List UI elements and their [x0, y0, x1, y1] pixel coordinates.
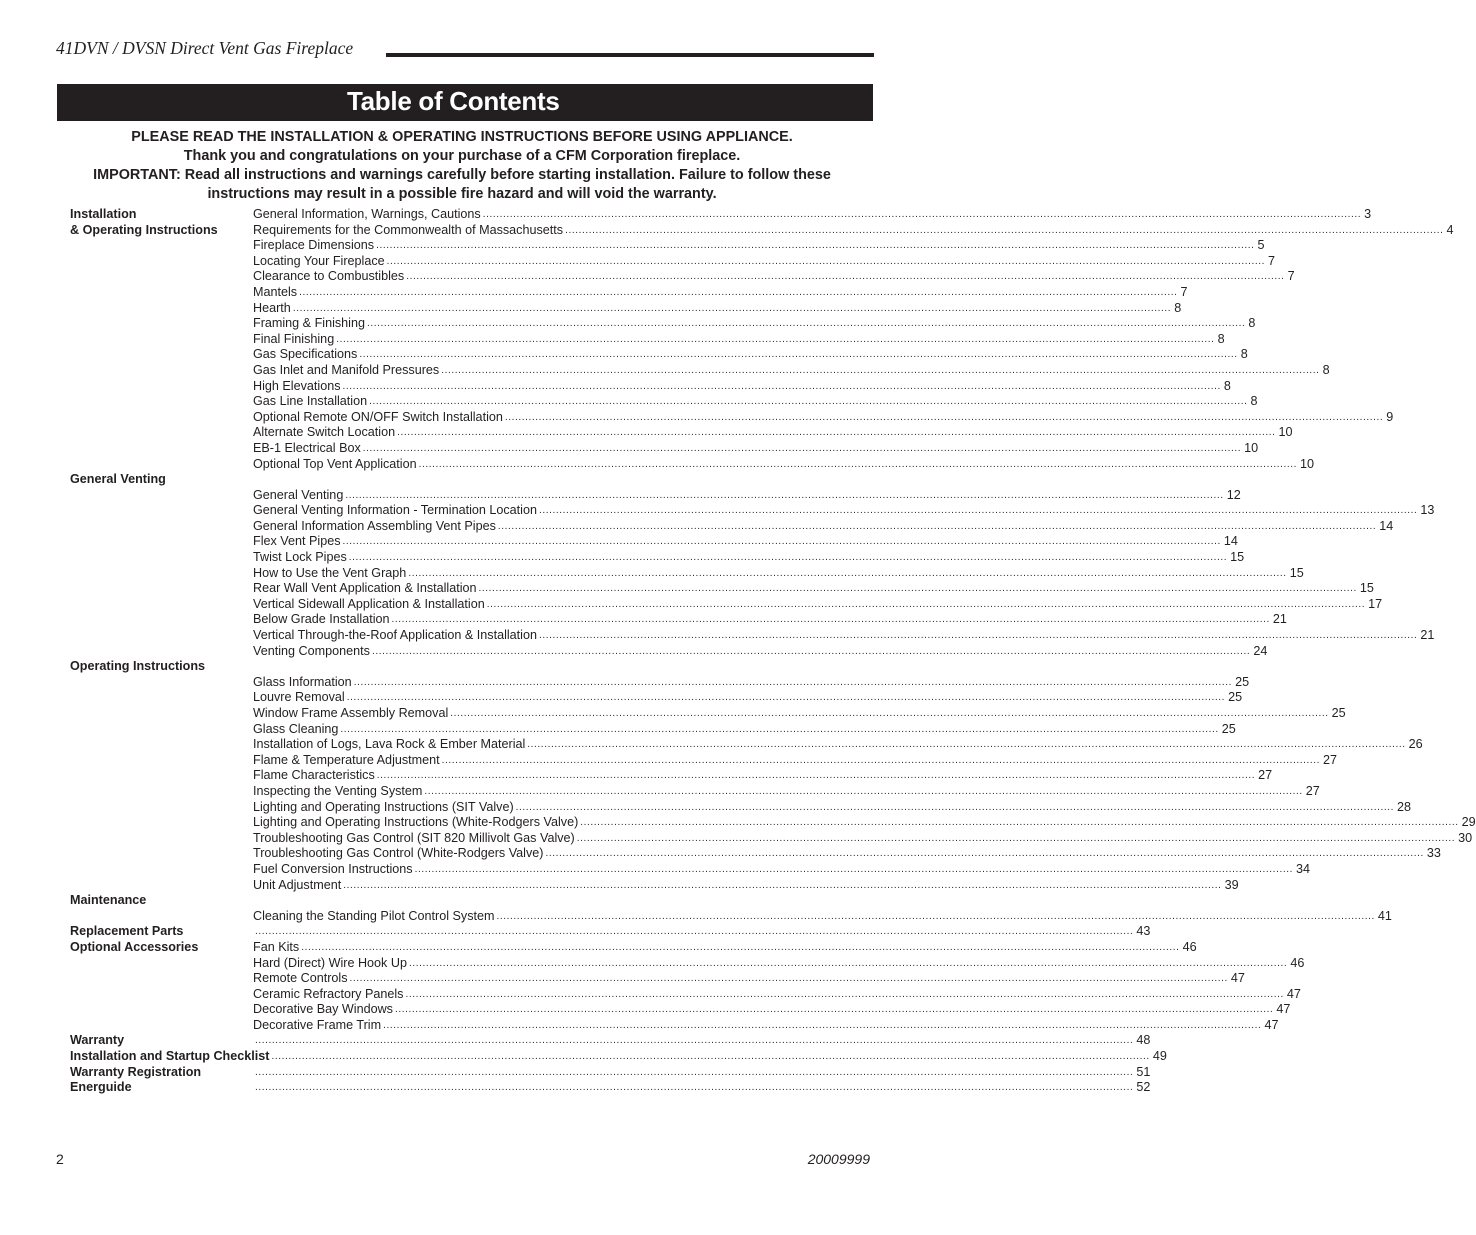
toc-section-label: Warranty	[70, 1033, 125, 1048]
toc-page-number: 8	[1250, 394, 1258, 409]
title-banner	[57, 84, 873, 121]
toc-entry-title: Unit Adjustment	[253, 877, 342, 892]
toc-page-number: 10	[1299, 456, 1314, 471]
toc-page-number: 8	[1322, 362, 1330, 377]
toc-entry[interactable]	[253, 971, 1245, 987]
toc-entry[interactable]	[253, 783, 1320, 800]
toc-entry[interactable]	[253, 986, 1301, 1003]
toc-row	[0, 1033, 1151, 1049]
dot-leader: ....................................................................................................................................................................................................................................................................	[405, 988, 1284, 1000]
toc-row	[0, 908, 1392, 925]
toc-row	[0, 628, 1435, 644]
header-title: 41DVN / DVSN Direct Vent Gas Fireplace	[56, 38, 354, 58]
dot-leader: ....................................................................................................................................................................................................................................................................	[255, 926, 1134, 938]
toc-entry[interactable]	[253, 737, 1423, 753]
dot-leader: ....................................................................................................................................................................................................................................................................	[343, 879, 1222, 891]
toc-entry-title: Lighting and Operating Instructions (White-Rodgers Valve)	[253, 815, 579, 830]
toc-entry[interactable]	[253, 300, 1182, 317]
toc-entry[interactable]	[253, 534, 1238, 550]
toc-entry-title: Installation and Startup Checklist	[70, 1049, 270, 1064]
toc-row	[0, 1002, 1291, 1018]
toc-entry[interactable]	[253, 643, 1268, 660]
toc-entry[interactable]	[253, 238, 1265, 254]
toc-entry[interactable]	[253, 612, 1287, 628]
dot-leader: ....................................................................................................................................................................................................................................................................	[539, 630, 1418, 642]
toc-entry[interactable]	[253, 316, 1256, 332]
toc-row	[0, 518, 1394, 535]
dot-leader: ....................................................................................................................................................................................................................................................................	[336, 333, 1215, 345]
dot-leader: ....................................................................................................................................................................................................................................................................	[342, 380, 1221, 392]
dot-leader: ....................................................................................................................................................................................................................................................................	[359, 349, 1238, 361]
toc-page-number: 14	[1223, 534, 1238, 549]
toc-section-label: Optional Accessories	[70, 939, 199, 954]
toc-page-number: 7	[1268, 253, 1276, 268]
toc-entry-title: Flame & Temperature Adjustment	[253, 752, 440, 767]
dot-leader: ....................................................................................................................................................................................................................................................................	[340, 723, 1219, 735]
toc-page-number: 47	[1230, 971, 1245, 986]
toc-entry-title: Louvre Removal	[253, 690, 345, 705]
toc-row	[0, 971, 1245, 987]
toc-row	[0, 425, 1293, 441]
toc-entry[interactable]	[253, 877, 1239, 894]
toc-row	[0, 939, 1197, 956]
toc-row	[0, 207, 1372, 223]
toc-entry-title: Alternate Switch Location	[253, 425, 396, 440]
dot-leader: ....................................................................................................................................................................................................................................................................	[527, 739, 1406, 751]
toc-section-label: Energuide	[70, 1080, 132, 1095]
toc-entry[interactable]	[253, 628, 1435, 644]
toc-row	[0, 596, 1383, 613]
toc-entry[interactable]	[253, 269, 1295, 285]
toc-page-number: 7	[1287, 269, 1295, 284]
toc-row	[0, 986, 1301, 1003]
dot-leader: ....................................................................................................................................................................................................................................................................	[496, 910, 1375, 922]
dot-leader: ....................................................................................................................................................................................................................................................................	[497, 520, 1377, 532]
toc-row	[0, 331, 1225, 348]
toc-entry[interactable]	[253, 674, 1250, 691]
dot-leader: ....................................................................................................................................................................................................................................................................	[255, 1035, 1134, 1047]
toc-section-label: General Venting	[70, 472, 166, 487]
table-of-contents	[0, 207, 1476, 1096]
toc-entry[interactable]	[253, 565, 1304, 582]
toc-page-number: 26	[1408, 737, 1423, 752]
toc-entry[interactable]	[253, 331, 1225, 348]
toc-page-number: 47	[1286, 986, 1301, 1001]
dot-leader: ....................................................................................................................................................................................................................................................................	[349, 973, 1228, 985]
toc-entry[interactable]	[253, 1002, 1291, 1018]
toc-entry-title: Clearance to Combustibles	[253, 269, 405, 284]
dot-leader: ....................................................................................................................................................................................................................................................................	[414, 863, 1293, 875]
toc-page-number: 8	[1217, 331, 1225, 346]
toc-entry-title: Below Grade Installation	[253, 612, 390, 627]
toc-entry-title: Inspecting the Venting System	[253, 783, 423, 798]
toc-page-number: 25	[1221, 721, 1236, 736]
toc-page-number: 30	[1458, 830, 1473, 845]
toc-entry-title: Hearth	[253, 300, 291, 315]
toc-entry-title: Final Finishing	[253, 331, 335, 346]
dot-leader: ....................................................................................................................................................................................................................................................................	[271, 1051, 1150, 1063]
toc-row	[0, 861, 1310, 878]
toc-entry[interactable]	[253, 456, 1314, 473]
toc-page-number: 27	[1258, 768, 1273, 783]
toc-row	[0, 394, 1258, 410]
toc-page-number: 25	[1235, 674, 1250, 689]
toc-row	[0, 783, 1320, 800]
toc-section-label: Maintenance	[70, 893, 147, 908]
toc-entry[interactable]	[253, 487, 1241, 504]
toc-row	[0, 347, 1248, 363]
toc-page-number: 5	[1257, 238, 1265, 253]
toc-page-number: 21	[1272, 612, 1287, 627]
toc-entry[interactable]	[253, 596, 1383, 613]
dot-leader: ....................................................................................................................................................................................................................................................................	[580, 817, 1459, 829]
toc-section-label: & Operating Instructions	[70, 222, 218, 237]
toc-entry[interactable]	[253, 207, 1372, 223]
toc-entry[interactable]	[253, 690, 1243, 706]
toc-entry-title: EB-1 Electrical Box	[253, 440, 361, 455]
dot-leader: ....................................................................................................................................................................................................................................................................	[342, 536, 1221, 548]
toc-entry-title: Ceramic Refractory Panels	[253, 986, 404, 1001]
toc-row	[0, 440, 1259, 457]
toc-page-number: 15	[1230, 550, 1245, 565]
toc-entry-title: Twist Lock Pipes	[253, 550, 347, 565]
toc-page-number: 24	[1253, 643, 1268, 658]
dot-leader: ....................................................................................................................................................................................................................................................................	[424, 785, 1303, 797]
toc-row	[0, 737, 1423, 753]
toc-page-number: 14	[1379, 518, 1394, 533]
toc-row	[0, 768, 1273, 784]
dot-leader: ....................................................................................................................................................................................................................................................................	[386, 255, 1265, 267]
toc-row	[0, 846, 1441, 862]
toc-page-number: 10	[1244, 440, 1259, 455]
toc-page-number: 4	[1446, 222, 1454, 237]
toc-row	[0, 284, 1188, 301]
dot-leader: ....................................................................................................................................................................................................................................................................	[301, 941, 1180, 953]
intro-line: instructions may result in a possible fire hazard and will void the warranty.	[207, 186, 717, 202]
toc-page-number: 29	[1461, 815, 1476, 830]
toc-entry[interactable]	[253, 815, 1476, 831]
toc-entry-title: Cleaning the Standing Pilot Control System	[253, 908, 495, 923]
toc-row	[0, 581, 1374, 597]
running-header	[56, 38, 874, 62]
toc-page-number: 34	[1295, 861, 1310, 876]
dot-leader: ....................................................................................................................................................................................................................................................................	[367, 318, 1246, 330]
toc-row	[0, 690, 1243, 706]
dot-leader: ....................................................................................................................................................................................................................................................................	[369, 396, 1248, 408]
dot-leader: ....................................................................................................................................................................................................................................................................	[450, 708, 1329, 719]
toc-entry[interactable]	[253, 409, 1394, 426]
dot-leader: ....................................................................................................................................................................................................................................................................	[376, 770, 1256, 782]
toc-entry[interactable]	[253, 503, 1435, 519]
toc-entry-title: Hard (Direct) Wire Hook Up	[253, 955, 407, 970]
dot-leader: ....................................................................................................................................................................................................................................................................	[545, 848, 1424, 860]
toc-row	[0, 378, 1231, 395]
toc-entry-title: Flame Characteristics	[253, 768, 375, 783]
toc-entry[interactable]	[253, 1064, 1151, 1081]
dot-leader: ....................................................................................................................................................................................................................................................................	[408, 957, 1288, 969]
dot-leader: ....................................................................................................................................................................................................................................................................	[408, 567, 1287, 579]
toc-entry-title: General Information, Warnings, Cautions	[253, 207, 481, 221]
dot-leader: ....................................................................................................................................................................................................................................................................	[515, 801, 1395, 813]
toc-entry-title: Requirements for the Commonwealth of Massachusetts	[253, 222, 564, 237]
toc-entry-title: Mantels	[253, 284, 298, 299]
toc-page-number: 21	[1420, 628, 1435, 643]
toc-section-label: Operating Instructions	[70, 659, 206, 674]
intro-line: Thank you and congratulations on your purchase of a CFM Corporation fireplace.	[183, 148, 741, 164]
toc-row	[0, 643, 1268, 660]
toc-page-number: 43	[1136, 924, 1151, 939]
toc-page-number: 27	[1323, 752, 1338, 767]
toc-row	[0, 269, 1295, 285]
toc-entry[interactable]	[253, 846, 1441, 862]
toc-entry[interactable]	[253, 768, 1273, 784]
toc-page-number: 9	[1386, 409, 1394, 424]
dot-leader: ....................................................................................................................................................................................................................................................................	[418, 458, 1297, 470]
toc-entry[interactable]	[253, 924, 1151, 940]
toc-page-number: 47	[1264, 1017, 1279, 1032]
toc-page-number: 33	[1426, 846, 1441, 861]
toc-entry-title: Rear Wall Vent Application & Installation	[253, 581, 477, 596]
toc-entry[interactable]	[253, 752, 1338, 769]
toc-entry[interactable]	[253, 939, 1197, 956]
toc-section-label: Installation	[70, 207, 137, 221]
toc-row	[0, 830, 1473, 847]
dot-leader: ....................................................................................................................................................................................................................................................................	[292, 302, 1172, 314]
toc-entry-title: Venting Components	[253, 643, 370, 658]
toc-row	[0, 362, 1330, 379]
toc-entry[interactable]	[70, 1049, 1167, 1065]
toc-entry-title: Installation of Logs, Lava Rock & Ember Material	[253, 737, 526, 752]
toc-entry[interactable]	[253, 1080, 1151, 1096]
toc-entry-title: Locating Your Fireplace	[253, 253, 385, 268]
toc-page-number: 48	[1136, 1033, 1151, 1048]
toc-row	[0, 487, 1241, 504]
toc-row	[0, 721, 1236, 738]
header-rule	[386, 53, 874, 57]
toc-page-number: 39	[1224, 877, 1239, 892]
dot-leader: ....................................................................................................................................................................................................................................................................	[504, 411, 1384, 423]
footer-document-number: 20009999	[807, 1151, 870, 1167]
toc-entry-title: Gas Specifications	[253, 347, 358, 362]
dot-leader: ....................................................................................................................................................................................................................................................................	[441, 754, 1321, 766]
dot-leader: ....................................................................................................................................................................................................................................................................	[478, 583, 1357, 595]
dot-leader: ....................................................................................................................................................................................................................................................................	[255, 1082, 1134, 1094]
toc-entry[interactable]	[253, 378, 1231, 395]
toc-row	[0, 924, 1151, 940]
toc-entry-title: Framing & Finishing	[253, 316, 365, 331]
toc-entry[interactable]	[253, 1017, 1279, 1034]
toc-page-number: 13	[1420, 503, 1435, 518]
toc-entry-title: Troubleshooting Gas Control (White-Rodgers Valve)	[253, 846, 544, 861]
toc-entry-title: Flex Vent Pipes	[253, 534, 341, 549]
dot-leader: ....................................................................................................................................................................................................................................................................	[353, 676, 1233, 688]
toc-page-number: 10	[1278, 425, 1293, 440]
toc-page-number: 51	[1136, 1064, 1151, 1079]
toc-entry-title: Vertical Sidewall Application & Installation	[253, 596, 485, 611]
toc-page-number: 46	[1290, 955, 1305, 970]
toc-page-number: 27	[1305, 783, 1320, 798]
toc-entry[interactable]	[253, 253, 1276, 270]
toc-entry-title: Vertical Through-the-Roof Application & Installation	[253, 628, 537, 643]
toc-row	[0, 409, 1394, 426]
toc-entry-title: Optional Remote ON/OFF Switch Installation	[253, 409, 503, 424]
toc-page-number: 25	[1228, 690, 1243, 705]
toc-entry[interactable]	[253, 799, 1412, 816]
toc-entry-title: Glass Information	[253, 674, 352, 689]
toc-page-number: 7	[1180, 284, 1188, 299]
dot-leader: ....................................................................................................................................................................................................................................................................	[486, 598, 1366, 610]
footer-page-number: 2	[56, 1151, 64, 1167]
toc-entry[interactable]	[253, 1033, 1151, 1049]
toc-entry-title: Lighting and Operating Instructions (SIT Valve)	[253, 799, 514, 814]
toc-entry[interactable]	[253, 706, 1346, 722]
toc-entry[interactable]	[253, 955, 1305, 972]
dot-leader: ....................................................................................................................................................................................................................................................................	[346, 692, 1226, 704]
dot-leader: ....................................................................................................................................................................................................................................................................	[345, 489, 1224, 501]
dot-leader: ....................................................................................................................................................................................................................................................................	[255, 1066, 1134, 1078]
toc-entry[interactable]	[253, 721, 1236, 738]
toc-entry-title: High Elevations	[253, 378, 341, 393]
toc-row	[0, 674, 1250, 691]
toc-row	[0, 1080, 1151, 1096]
toc-page-number: 3	[1364, 207, 1372, 221]
toc-row	[0, 706, 1346, 722]
toc-row	[0, 316, 1256, 332]
toc-row	[0, 612, 1287, 628]
toc-entry-title: Decorative Frame Trim	[253, 1017, 382, 1032]
dot-leader: ....................................................................................................................................................................................................................................................................	[362, 442, 1242, 454]
toc-entry[interactable]	[253, 550, 1245, 566]
dot-leader: ....................................................................................................................................................................................................................................................................	[376, 240, 1255, 252]
toc-row	[0, 472, 954, 488]
toc-entry-title: Fireplace Dimensions	[253, 238, 375, 253]
toc-entry-title: General Venting	[253, 487, 344, 502]
toc-row	[0, 1064, 1151, 1081]
intro-line: IMPORTANT: Read all instructions and warnings carefully before starting installation. Failure to follow these	[93, 167, 831, 183]
toc-row	[0, 799, 1412, 816]
toc-row	[0, 815, 1476, 831]
toc-entry[interactable]	[253, 347, 1248, 363]
page-title: Table of Contents	[347, 86, 560, 116]
toc-row	[0, 659, 954, 675]
toc-page-number: 8	[1174, 300, 1182, 315]
toc-row	[0, 1049, 1167, 1065]
toc-page-number: 8	[1248, 316, 1256, 331]
toc-entry-title: Gas Inlet and Manifold Pressures	[253, 362, 440, 377]
toc-row	[0, 456, 1314, 473]
dot-leader: ....................................................................................................................................................................................................................................................................	[397, 427, 1276, 439]
dot-leader: ....................................................................................................................................................................................................................................................................	[394, 1004, 1274, 1016]
toc-row	[0, 238, 1265, 254]
toc-entry-title: Window Frame Assembly Removal	[253, 706, 449, 720]
toc-entry-title: Decorative Bay Windows	[253, 1002, 393, 1017]
toc-entry[interactable]	[253, 440, 1259, 457]
toc-entry-title: How to Use the Vent Graph	[253, 565, 407, 580]
toc-row	[0, 1017, 1279, 1034]
toc-page-number: 47	[1276, 1002, 1291, 1017]
toc-page-number: 17	[1368, 596, 1383, 611]
dot-leader: ....................................................................................................................................................................................................................................................................	[565, 224, 1444, 236]
toc-entry-title: General Venting Information - Termination Location	[253, 503, 537, 518]
toc-entry[interactable]	[253, 861, 1310, 878]
toc-entry-title: Fan Kits	[253, 939, 300, 954]
toc-page-number: 28	[1397, 799, 1412, 814]
toc-page-number: 15	[1359, 581, 1374, 596]
toc-page-number: 49	[1152, 1049, 1167, 1064]
dot-leader: ....................................................................................................................................................................................................................................................................	[406, 271, 1285, 283]
toc-page-number: 15	[1289, 565, 1304, 580]
toc-row	[0, 565, 1304, 582]
toc-page-number: 25	[1331, 706, 1346, 720]
toc-page-number: 46	[1182, 939, 1197, 954]
dot-leader: ....................................................................................................................................................................................................................................................................	[348, 552, 1228, 564]
dot-leader: ....................................................................................................................................................................................................................................................................	[391, 614, 1270, 626]
dot-leader: ....................................................................................................................................................................................................................................................................	[482, 209, 1362, 220]
toc-page-number: 52	[1136, 1080, 1151, 1095]
toc-entry[interactable]	[253, 908, 1392, 925]
toc-entry[interactable]	[253, 581, 1374, 597]
toc-row	[0, 534, 1238, 550]
toc-entry-title: Optional Top Vent Application	[253, 456, 417, 471]
toc-entry[interactable]	[253, 394, 1258, 410]
toc-entry[interactable]	[253, 362, 1330, 379]
dot-leader: ....................................................................................................................................................................................................................................................................	[383, 1019, 1262, 1031]
toc-row	[0, 503, 1435, 519]
intro-line: PLEASE READ THE INSTALLATION & OPERATING INSTRUCTIONS BEFORE USING APPLIANCE.	[131, 129, 793, 145]
toc-row	[0, 955, 1305, 972]
toc-entry[interactable]	[253, 830, 1473, 847]
dot-leader: ....................................................................................................................................................................................................................................................................	[299, 286, 1178, 298]
toc-page-number: 8	[1223, 378, 1231, 393]
dot-leader: ....................................................................................................................................................................................................................................................................	[371, 645, 1251, 657]
toc-section-label: Replacement Parts	[70, 924, 184, 939]
toc-entry[interactable]	[253, 222, 1454, 239]
toc-entry-title: Fuel Conversion Instructions	[253, 861, 413, 876]
dot-leader: ....................................................................................................................................................................................................................................................................	[441, 364, 1320, 376]
toc-entry[interactable]	[253, 425, 1293, 441]
toc-entry-title: Glass Cleaning	[253, 721, 339, 736]
toc-row	[0, 253, 1276, 270]
dot-leader: ....................................................................................................................................................................................................................................................................	[576, 832, 1456, 844]
toc-row	[0, 222, 1454, 239]
toc-page-number: 41	[1377, 908, 1392, 923]
intro-notice	[50, 128, 874, 204]
toc-entry-title: Troubleshooting Gas Control (SIT 820 Millivolt Gas Valve)	[253, 830, 575, 845]
toc-entry[interactable]	[253, 518, 1394, 535]
toc-page-number: 12	[1226, 487, 1241, 502]
toc-row	[0, 893, 954, 909]
toc-row	[0, 752, 1338, 769]
toc-entry[interactable]	[253, 284, 1188, 301]
toc-entry-title: Gas Line Installation	[253, 394, 368, 409]
toc-entry-title: Remote Controls	[253, 971, 348, 986]
toc-row	[0, 300, 1182, 317]
toc-section-label: Warranty Registration	[70, 1064, 202, 1079]
toc-row	[0, 550, 1245, 566]
toc-page-number: 8	[1240, 347, 1248, 362]
dot-leader: ....................................................................................................................................................................................................................................................................	[539, 505, 1418, 517]
toc-row	[0, 877, 1239, 894]
toc-entry-title: General Information Assembling Vent Pipes	[253, 518, 496, 533]
